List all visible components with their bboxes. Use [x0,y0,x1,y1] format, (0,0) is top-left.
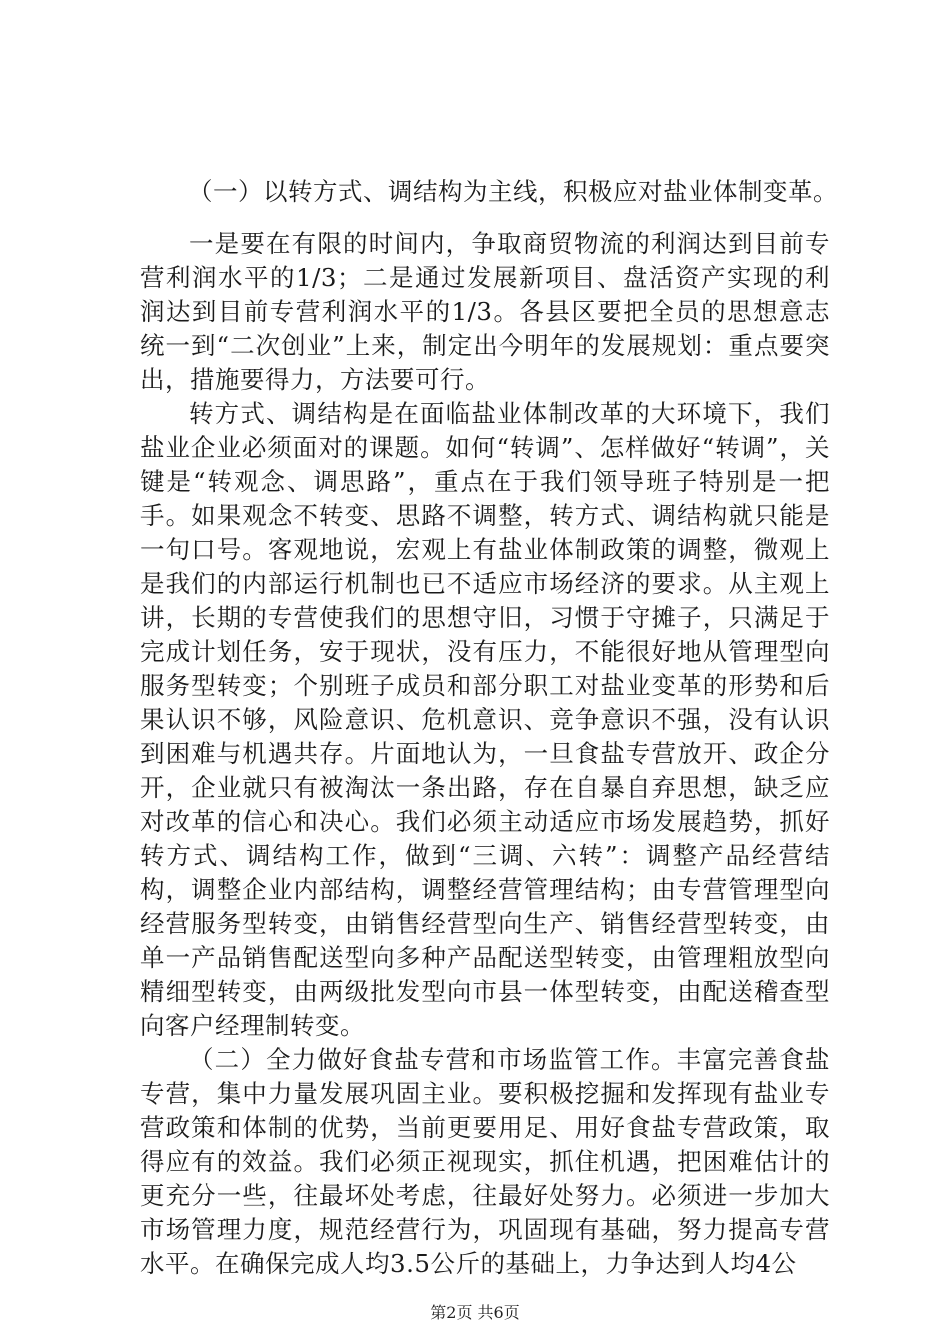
page-footer: 第2页 共6页 [430,1303,520,1322]
paragraph-goals: 一是要在有限的时间内，争取商贸物流的利润达到目前专营利润水平的1/3；二是通过发展新项目、盘活资产实现的利润达到目前专营利润水平的1/3。各县区要把全员的思想意志统一到“二次创业”上来，制定出今明年的发展规划：重点要突出，措施要得力，方法要可行。 [140,229,830,394]
section-heading: （一）以转方式、调结构为主线，积极应对盐业体制变革。 [188,177,838,206]
body-text [140,227,830,1281]
paragraph-transformation: 转方式、调结构是在面临盐业体制改革的大环境下，我们盐业企业必须面对的课题。如何“转调”、怎样做好“转调”，关键是“转观念、调思路”，重点在于我们领导班子特别是一把手。如果观念不转变、思路不调整，转方式、调结构就只能是一句口号。客观地说，宏观上有盐业体制政策的调整，微观上是我们的内部运行机制也已不适应市场经济的要求。从主观上讲，长期的专营使我们的思想守旧，习惯于守摊子，只满足于完成计划任务，安于现状，没有压力，不能很好地从管理型向服务型转变；个别班子成员和部分职工对盐业变革的形势和后果认识不够，风险意识、危机意识、竞争意识不强，没有认识到困难与机遇共存。片面地认为，一旦食盐专营放开、政企分开，企业就只有被淘汰一条出路，存在自暴自弃思想，缺乏应对改革的信心和决心。我们必须主动适应市场发展趋势，抓好转方式、调结构工作，做到“三调、六转”：调整产品经营结构，调整企业内部结构，调整经营管理结构；由专营管理型向经营服务型转变，由销售经营型向生产、销售经营型转变，由单一产品销售配送型向多种产品配送型转变，由管理粗放型向精细型转变，由两级批发型向市县一体型转变，由配送稽查型向客户经理制转变。 [140,399,830,1040]
paragraph-monopoly-supervision: （二）全力做好食盐专营和市场监管工作。丰富完善食盐专营，集中力量发展巩固主业。要积极挖掘和发挥现有盐业专营政策和体制的优势，当前更要用足、用好食盐专营政策，取得应有的效益。我们必须正视现实，抓住机遇，把困难估计的更充分一些，往最坏处考虑，往最好处努力。必须进一步加大市场管理力度，规范经营行为，巩固现有基础，努力提高专营水平。在确保完成人均3.5公斤的基础上，力争达到人均4公 [140,1045,830,1278]
